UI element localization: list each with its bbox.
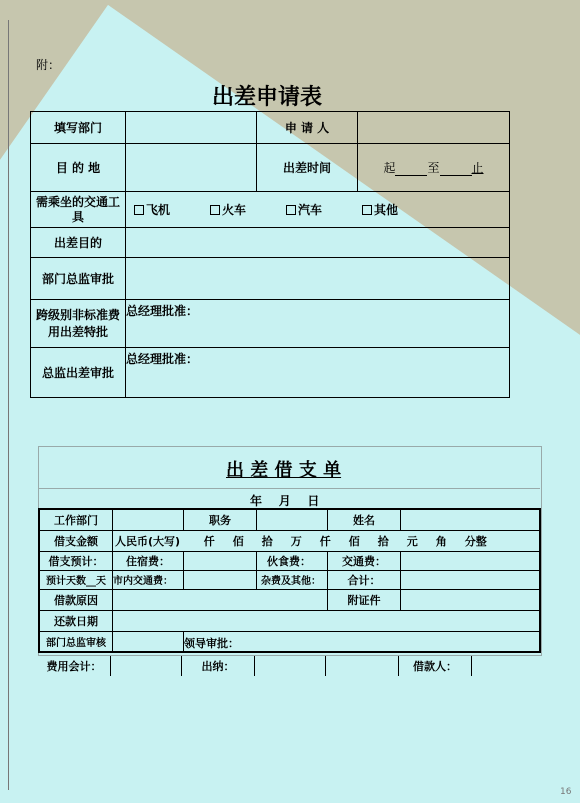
- travel-loan-form: [38, 508, 541, 653]
- transport-options: [126, 192, 510, 228]
- cashier-field[interactable]: [255, 656, 326, 676]
- traffic-label: 交通费：: [328, 551, 401, 570]
- transport-option-car[interactable]: 汽车: [286, 201, 362, 218]
- days-label: 预计天数__天: [39, 570, 113, 589]
- transport-option-other[interactable]: 其他: [362, 201, 438, 218]
- time-from: 起: [383, 161, 396, 175]
- accountant-label: 费用会计：: [38, 656, 111, 676]
- position-label: 职务: [184, 509, 257, 530]
- dept-label: 填写部门: [31, 112, 126, 144]
- cross-level-label: 跨级别非标准费用出差特批: [31, 300, 126, 348]
- destination-label: 目 的 地: [31, 144, 126, 192]
- borrower-label: 借款人：: [399, 656, 472, 676]
- city-traffic-label: 市内交通费：: [113, 570, 184, 589]
- gm-approval-2[interactable]: 总经理批准：: [126, 348, 510, 398]
- lodging-label: 住宿费：: [113, 551, 184, 570]
- checkbox-icon: [210, 205, 220, 215]
- repay-date-label: 还款日期: [39, 610, 113, 631]
- total-label: 合计：: [328, 570, 401, 589]
- position-field[interactable]: [257, 509, 328, 530]
- checkbox-icon: [362, 205, 372, 215]
- dept-review-label: 部门总监审核: [39, 631, 113, 652]
- dept-field[interactable]: [126, 112, 257, 144]
- city-traffic-field[interactable]: [184, 570, 257, 589]
- amount-field[interactable]: 人民币(大写) 仟 佰 拾 万 仟 佰 拾 元 角 分整: [113, 530, 541, 551]
- meals-label: 伙食费：: [257, 551, 328, 570]
- work-dept-label: 工作部门: [39, 509, 113, 530]
- traffic-field[interactable]: [401, 551, 541, 570]
- attachments-field[interactable]: [401, 589, 541, 610]
- form2-date[interactable]: 年 月 日: [250, 494, 320, 508]
- applicant-label: 申 请 人: [257, 112, 358, 144]
- repay-date-field[interactable]: [113, 610, 541, 631]
- reason-label: 借款原因: [39, 589, 113, 610]
- travel-application-form: [30, 111, 510, 398]
- form1-title: 出差申请表: [212, 85, 323, 110]
- name-label: 姓名: [328, 509, 401, 530]
- checkbox-icon: [134, 205, 144, 215]
- signature-row: [38, 656, 541, 676]
- misc-label: 杂费及其他：: [257, 570, 328, 589]
- applicant-field[interactable]: [358, 112, 510, 144]
- rmb-label: 人民币(大写): [115, 534, 181, 548]
- accountant-field[interactable]: [111, 656, 182, 676]
- time-label: 出差时间: [257, 144, 358, 192]
- cashier-label: 出纳：: [182, 656, 255, 676]
- dept-director-label: 部门总监审批: [31, 258, 126, 300]
- attachments-label: 附证件: [328, 589, 401, 610]
- time-field[interactable]: [358, 144, 510, 192]
- form2-title: 出 差 借 支 单: [226, 460, 342, 481]
- gm-approval-1[interactable]: 总经理批准：: [126, 300, 510, 348]
- leader-review-label[interactable]: 领导审批：: [184, 631, 541, 652]
- checkbox-icon: [286, 205, 296, 215]
- left-margin-line: [8, 20, 10, 790]
- transport-option-plane[interactable]: 飞机: [126, 201, 210, 218]
- page-number: 16: [560, 787, 572, 797]
- amount-label: 借支金额: [39, 530, 113, 551]
- purpose-label: 出差目的: [31, 228, 126, 258]
- destination-field[interactable]: [126, 144, 257, 192]
- dept-review-field[interactable]: [113, 631, 184, 652]
- time-to: 至: [427, 161, 440, 175]
- name-field[interactable]: [401, 509, 541, 530]
- transport-option-train[interactable]: 火车: [210, 201, 286, 218]
- forecast-label: 借支预计：: [39, 551, 113, 570]
- director-trip-label: 总监出差审批: [31, 348, 126, 398]
- reason-field[interactable]: [113, 589, 328, 610]
- total-field[interactable]: [401, 570, 541, 589]
- note-prefix: 附：: [36, 58, 61, 72]
- borrower-field[interactable]: [472, 656, 542, 676]
- purpose-field[interactable]: [126, 228, 510, 258]
- dept-director-field[interactable]: [126, 258, 510, 300]
- transport-label: 需乘坐的交通工具: [31, 192, 126, 228]
- form2-divider: [38, 488, 540, 489]
- work-dept-field[interactable]: [113, 509, 184, 530]
- time-end: 止: [471, 161, 484, 175]
- lodging-field[interactable]: [184, 551, 257, 570]
